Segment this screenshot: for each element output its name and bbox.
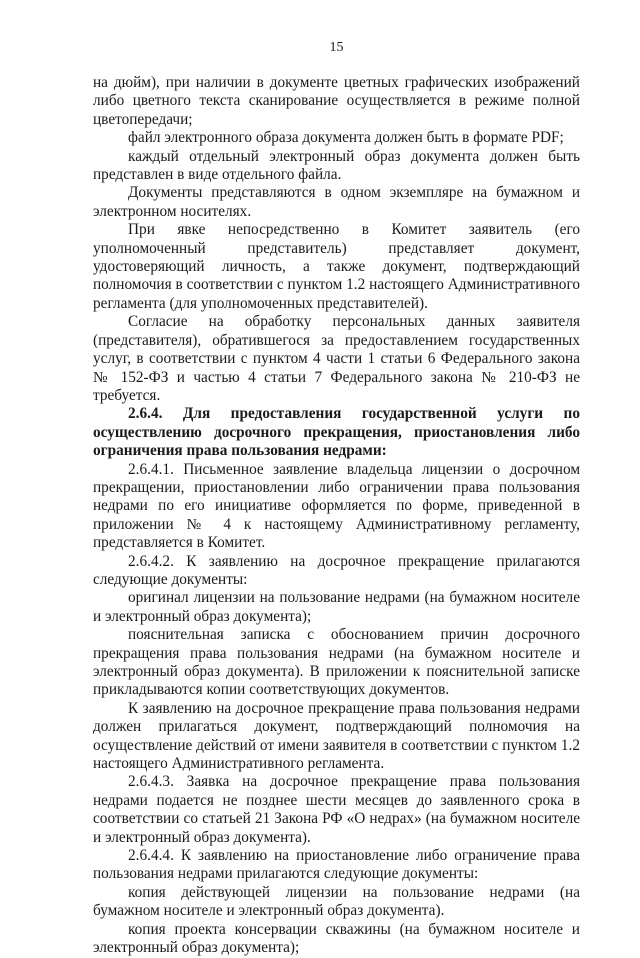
paragraph: Согласие на обработку персональных данных заявителя (представителя), обратившегося за предоставлением государственных услуг, в соответствии с пунктом 4 части 1 статьи 6 Федерального закона № 152-ФЗ и частью 4 статьи 7 Федерального закона № 210-ФЗ не требуется.	[93, 313, 580, 404]
paragraph: К заявлению на досрочное прекращение права пользования недрами должен прилагаться документ, подтверждающий полномочия на осуществление действий от имени заявителя в соответствии с пунктом 1.2 настоящего Административного регламента.	[93, 699, 580, 773]
paragraph: каждый отдельный электронный образ документа должен быть представлен в виде отдельного файла.	[93, 147, 580, 184]
paragraph: При явке непосредственно в Комитет заявитель (его уполномоченный представитель) представляет документ, удостоверяющий личность, а также документ, подтверждающий полномочия в соответствии с пунктом 1.2 настоящего Административного регламента (для уполномоченных представителей).	[93, 221, 580, 312]
paragraph: копия проекта консервации скважины (на бумажном носителе и электронный образ документа);	[93, 920, 580, 957]
section-heading: 2.6.4. Для предоставления государственной услуги по осуществлению досрочного прекращения, приостановления либо ограничения права пользования недрами:	[93, 405, 580, 460]
paragraph: пояснительная записка с обоснованием причин досрочного прекращения права пользования недрами (на бумажном носителе и электронный образ документа). В приложении к пояснительной записке прикладываются копии соответствующих документов.	[93, 626, 580, 699]
paragraph: на дюйм), при наличии в документе цветных графических изображений либо цветного текста сканирование осуществляется в режиме полной цветопередачи;	[93, 74, 580, 128]
paragraph: 2.6.4.1. Письменное заявление владельца лицензии о досрочном прекращении, приостановлении либо ограничении права пользования недрами по его инициативе оформляется по форме, приведенной в приложении № 4 к настоящему Административному регламенту, представляется в Комитет.	[93, 460, 580, 552]
paragraph: оригинал лицензии на пользование недрами (на бумажном носителе и электронный образ документа);	[93, 589, 580, 625]
paragraph: Документы представляются в одном экземпляре на бумажном и электронном носителях.	[93, 184, 580, 220]
paragraph: копия действующей лицензии на пользование недрами (на бумажном носителе и электронный образ документа).	[93, 883, 580, 920]
page-number: 15	[329, 40, 344, 55]
paragraph: 2.6.4.4. К заявлению на приостановление либо ограничение права пользования недрами прилагаются следующие документы:	[93, 847, 580, 883]
paragraph: 2.6.4.2. К заявлению на досрочное прекращение прилагаются следующие документы:	[93, 552, 580, 588]
paragraph: файл электронного образа документа должен быть в формате PDF;	[128, 129, 564, 147]
paragraph: 2.6.4.3. Заявка на досрочное прекращение права пользования недрами подается не позднее шести месяцев до заявленного срока в соответствии со статьей 21 Закона РФ «О недрах» (на бумажном носителе и электронный образ документа).	[93, 773, 580, 846]
